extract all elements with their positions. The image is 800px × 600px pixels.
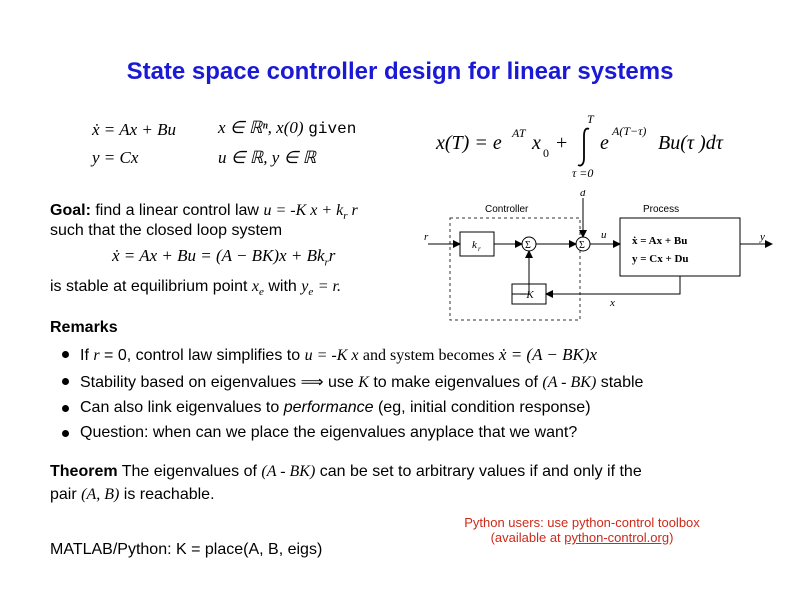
solution-plus: + bbox=[556, 132, 568, 154]
bullet-icon bbox=[62, 351, 69, 358]
remark-1-a: If bbox=[80, 347, 89, 364]
goal-line-2: such that the closed loop system bbox=[50, 222, 283, 239]
control-law-sub: r bbox=[343, 210, 348, 223]
kr-block bbox=[460, 232, 494, 256]
solution-formula bbox=[432, 108, 772, 188]
output-y-label: y bbox=[760, 231, 765, 243]
goal-text: find a linear control law bbox=[95, 202, 259, 219]
theorem-line-1 bbox=[50, 463, 642, 481]
python-note-line-1: Python users: use python-control toolbox bbox=[464, 515, 700, 530]
remark-1-system: ẋ = (A − BK)x bbox=[498, 345, 598, 364]
integrand-tail: Bu(τ )dτ bbox=[658, 132, 723, 154]
theorem-reachable: is reachable. bbox=[123, 486, 215, 503]
bullet-icon bbox=[62, 430, 69, 437]
process-label: Process bbox=[643, 204, 680, 215]
integral-lower-limit: τ =0 bbox=[572, 166, 594, 180]
remark-2-a: Stability based on eigenvalues ⟹ use bbox=[80, 374, 354, 391]
theorem-label: Theorem bbox=[50, 463, 118, 480]
remark-1-r: r bbox=[93, 347, 100, 364]
state-equation: ẋ = Ax + Bu bbox=[92, 120, 176, 139]
control-law-tail: r bbox=[347, 202, 358, 219]
block-diagram bbox=[420, 190, 780, 325]
solution-lhs: x(T) = e bbox=[436, 132, 502, 154]
integrand-base: e bbox=[600, 132, 609, 154]
equilibrium-x: x bbox=[251, 278, 259, 295]
integral-upper-limit: T bbox=[587, 112, 594, 126]
remark-2-matrix: (A - BK) bbox=[542, 374, 597, 391]
remark-1-b: = 0, control law simplifies to bbox=[104, 347, 301, 364]
goal-line-3-b: with bbox=[268, 278, 297, 295]
control-u-label: u bbox=[601, 229, 607, 241]
remark-4-text: Question: when can we place the eigenvalues anyplace that we want? bbox=[80, 424, 578, 441]
remark-2-d: stable bbox=[600, 374, 644, 391]
state-condition-given: given bbox=[308, 120, 357, 138]
state-x-label: x bbox=[610, 297, 615, 309]
state-condition-math: x ∈ ℝⁿ, x(0) bbox=[218, 118, 304, 137]
goal-line-3-a: is stable at equilibrium point bbox=[50, 278, 248, 295]
kr-label: k bbox=[472, 239, 477, 251]
closed-loop-main: ẋ = Ax + Bu = (A − BK)x + Bk bbox=[112, 246, 325, 265]
state-condition bbox=[218, 118, 356, 138]
page-title: State space controller design for linear systems bbox=[126, 58, 674, 85]
process-eq-2: y = Cx + Du bbox=[632, 253, 689, 265]
remark-item-2 bbox=[62, 372, 643, 392]
output-equation: y = Cx bbox=[92, 148, 139, 167]
equilibrium-y-sub: e bbox=[308, 286, 314, 299]
disturbance-d-label: d bbox=[580, 190, 586, 199]
remark-2-k: K bbox=[358, 374, 369, 391]
sum-junction-1-label: Σ bbox=[525, 240, 531, 251]
remark-3-b: (eg, initial condition response) bbox=[377, 399, 591, 416]
bullet-icon bbox=[62, 378, 69, 385]
sum-junction-2-label: Σ bbox=[579, 240, 585, 251]
python-note bbox=[432, 515, 732, 545]
solution-lhs-exponent: AT bbox=[512, 126, 526, 140]
equilibrium-x-sub: e bbox=[259, 286, 264, 299]
goal-label: Goal: bbox=[50, 202, 91, 219]
remark-item-1 bbox=[62, 345, 597, 365]
input-r-label: r bbox=[424, 231, 429, 243]
theorem-line-2 bbox=[50, 486, 215, 504]
remarks-heading: Remarks bbox=[50, 319, 118, 336]
closed-loop-equation bbox=[112, 246, 335, 268]
control-law: u = -K x + k bbox=[263, 202, 344, 219]
kr-sub: r bbox=[478, 245, 481, 253]
theorem-text-1: The eigenvalues of bbox=[121, 463, 257, 480]
integral-sign-icon bbox=[574, 126, 594, 168]
process-eq-1: ẋ = Ax + Bu bbox=[632, 235, 688, 247]
integrand-exponent: A(T−τ) bbox=[612, 124, 647, 138]
remark-2-b: to make eigenvalues of bbox=[373, 374, 538, 391]
remark-1-d: and system becomes bbox=[362, 347, 495, 364]
python-note-close: ) bbox=[669, 530, 674, 545]
goal-line-3 bbox=[50, 278, 341, 298]
closed-loop-sub: r bbox=[324, 256, 329, 269]
closed-loop-tail: r bbox=[328, 246, 336, 265]
input-output-condition: u ∈ ℝ, y ∈ ℝ bbox=[218, 148, 317, 167]
solution-x0-sub: 0 bbox=[543, 146, 549, 160]
controller-label: Controller bbox=[485, 204, 529, 215]
python-control-link[interactable]: python-control.org bbox=[564, 530, 670, 545]
bullet-icon bbox=[62, 405, 69, 412]
remark-3-performance: performance bbox=[283, 399, 374, 416]
remark-item-4 bbox=[62, 424, 577, 442]
theorem-pair-label: pair bbox=[50, 486, 77, 503]
matlab-line: MATLAB/Python: K = place(A, B, eigs) bbox=[50, 541, 323, 558]
goal-line-3-c: = r. bbox=[317, 278, 341, 295]
feedback-k-label: −K bbox=[519, 289, 534, 301]
goal-line-1 bbox=[50, 202, 358, 222]
python-note-available: (available at bbox=[490, 530, 561, 545]
theorem-text-2: can be set to arbitrary values if and only if the bbox=[319, 463, 642, 480]
equilibrium-y: y bbox=[301, 278, 309, 295]
solution-x0: x bbox=[532, 132, 541, 154]
remark-3-a: Can also link eigenvalues to bbox=[80, 399, 280, 416]
remark-1-law: u = -K x bbox=[304, 347, 359, 364]
remark-item-3 bbox=[62, 399, 591, 417]
theorem-matrix: (A - BK) bbox=[261, 463, 316, 480]
process-box bbox=[620, 218, 740, 276]
python-note-line-2 bbox=[432, 530, 732, 545]
theorem-pair: (A, B) bbox=[81, 486, 120, 503]
